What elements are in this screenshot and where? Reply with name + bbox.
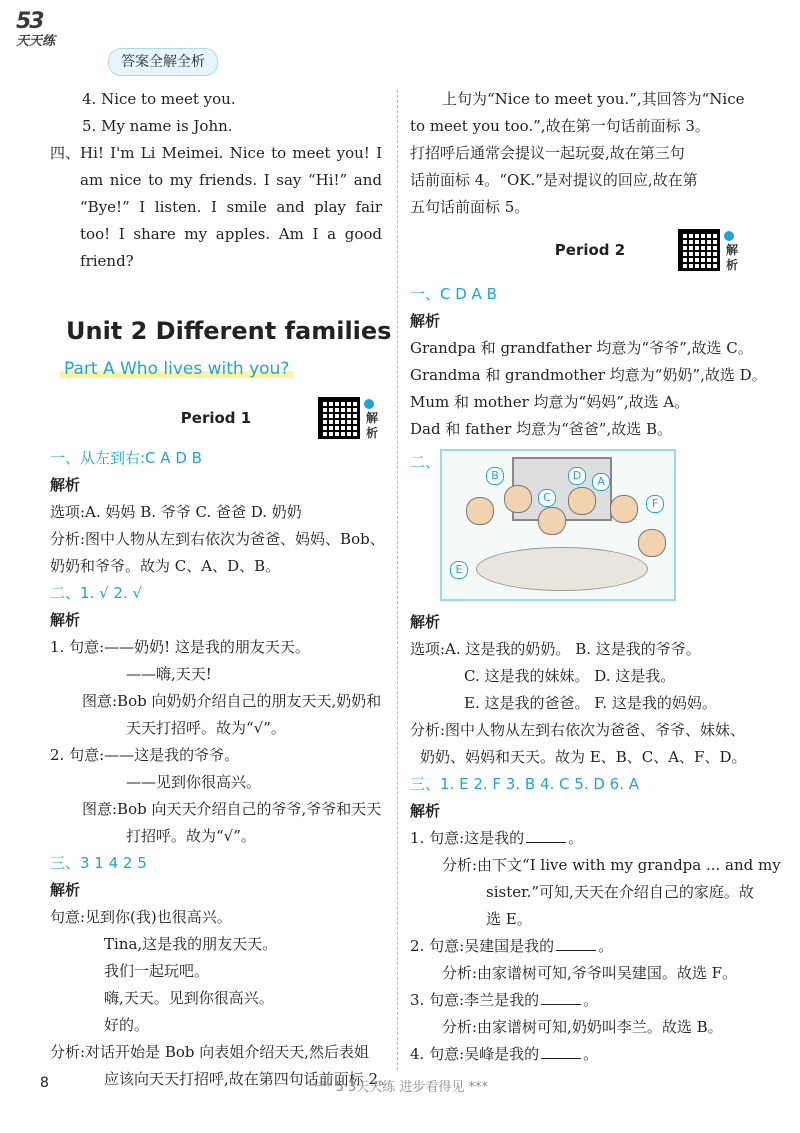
analysis-line: 五句话前面标 5。 [410, 198, 530, 216]
analysis-line: ——嗨,天天! [126, 665, 212, 683]
answer-blank [541, 1044, 581, 1059]
person-figure [568, 487, 596, 515]
analysis-line: to meet you too.”,故在第一句话前面标 3。 [410, 117, 710, 135]
analysis-line: E. 这是我的爸爸。 F. 这是我的妈妈。 [464, 694, 717, 712]
section-2-label: 二、 [410, 453, 441, 471]
answer-blank [556, 936, 596, 951]
question-line [410, 933, 770, 960]
footer-slogan: *** 5·3天天练 进步看得见 *** [311, 1080, 489, 1095]
analysis-line: Dad 和 father 均意为“爸爸”,故选 B。 [410, 420, 673, 438]
analysis-line: 选 E。 [486, 910, 532, 928]
period-title: Period 2 [554, 241, 626, 259]
analysis-line: 1. 句意:——奶奶! 这是我的朋友天天。 [50, 638, 310, 656]
answer-blank [526, 828, 566, 843]
unit-title: Unit 2 Different families [66, 317, 392, 345]
analysis-line: 奶奶、妈妈和天天。故为 E、B、C、A、F、D。 [420, 748, 747, 766]
question-line [410, 825, 770, 852]
analysis-line: 分析:由下文“I live with my grandpa ... and my [442, 856, 781, 874]
section-4-label: 四、 [50, 144, 81, 162]
question-text: 1. 句意:这是我的 [410, 829, 525, 847]
analysis-heading: 解析 [50, 611, 81, 629]
analysis-line: 上句为“Nice to meet you.”,其回答为“Nice [442, 90, 745, 108]
right-column [410, 86, 781, 1068]
analysis-line: Mum 和 mother 均意为“妈妈”,故选 A。 [410, 393, 690, 411]
analysis-line: 分析:对话开始是 Bob 向表姐介绍天天,然后表姐 [50, 1043, 370, 1061]
analysis-line: 话前面标 4。“OK.”是对提议的回应,故在第 [410, 171, 698, 189]
section-4 [50, 140, 382, 275]
section-2 [410, 449, 770, 601]
question-line [410, 1041, 770, 1068]
period-1-heading [50, 395, 382, 441]
analysis-line: ——见到你很高兴。 [126, 773, 262, 791]
analysis-heading: 解析 [410, 613, 441, 631]
analysis-line: 句意:见到你(我)也很高兴。 [50, 908, 232, 926]
section-3-answer: 三、1. E 2. F 3. B 4. C 5. D 6. A [410, 775, 639, 793]
answer-line: 4. Nice to meet you. [82, 90, 236, 108]
logo [16, 9, 66, 52]
qr-code-icon[interactable] [318, 397, 360, 439]
header-label: 答案全解全析 [108, 48, 218, 76]
page-number: 8 [40, 1075, 49, 1091]
section-3-answer: 三、3 1 4 2 5 [50, 854, 147, 872]
logo-main: 53 [16, 9, 43, 34]
analysis-line: 分析:由家谱树可知,奶奶叫李兰。故选 B。 [442, 1018, 723, 1036]
analysis-line: 好的。 [104, 1016, 150, 1034]
section-1-answer: 一、从左到右:C A D B [50, 449, 202, 467]
question-text: 4. 句意:吴峰是我的 [410, 1045, 540, 1063]
analysis-line: 选项:A. 妈妈 B. 爷爷 C. 爸爸 D. 奶奶 [50, 503, 302, 521]
analysis-line: 分析:由家谱树可知,爷爷叫吴建国。故选 F。 [442, 964, 737, 982]
picture-tag: B [486, 467, 504, 485]
answer-blank [541, 990, 581, 1005]
qr-code-icon[interactable] [678, 229, 720, 271]
analysis-line: 图意:Bob 向天天介绍自己的爷爷,爷爷和天天 [82, 800, 382, 818]
picture-tag: D [568, 467, 586, 485]
qr-label: 解析 [725, 243, 738, 272]
logo-sub: 天天练 [16, 34, 56, 49]
play-icon [724, 231, 734, 241]
person-figure [504, 485, 532, 513]
question-end: 。 [583, 1045, 599, 1063]
analysis-line: 图意:Bob 向奶奶介绍自己的朋友天天,奶奶和 [82, 692, 382, 710]
section-2-answer: 二、1. √ 2. √ [50, 584, 143, 602]
analysis-line: 嗨,天天。见到你很高兴。 [104, 989, 274, 1007]
column-divider [397, 90, 398, 1070]
analysis-line: 选项:A. 这是我的奶奶。 B. 这是我的爷爷。 [410, 640, 701, 658]
answer-line: 5. My name is John. [82, 117, 233, 135]
analysis-line: 2. 句意:——这是我的爷爷。 [50, 746, 240, 764]
analysis-heading: 解析 [410, 312, 441, 330]
table-shape [476, 547, 648, 591]
analysis-heading: 解析 [50, 881, 81, 899]
analysis-line: C. 这是我的妹妹。 D. 这是我。 [464, 667, 676, 685]
part-title: Part A Who lives with you? [60, 359, 293, 379]
analysis-heading: 解析 [410, 802, 441, 820]
analysis-line: sister.”可知,天天在介绍自己的家庭。故 [486, 883, 754, 901]
picture-tag: F [646, 495, 664, 513]
question-end: 。 [598, 937, 614, 955]
play-icon [364, 399, 374, 409]
question-end: 。 [583, 991, 599, 1009]
analysis-line: 奶奶和爷爷。故为 C、A、D、B。 [50, 557, 281, 575]
left-column [50, 86, 394, 1093]
analysis-line: 分析:图中人物从左到右依次为爸爸、爷爷、妹妹、 [410, 721, 746, 739]
analysis-line: Tina,这是我的朋友天天。 [104, 935, 278, 953]
analysis-line: 打招呼。故为“√”。 [126, 827, 256, 845]
picture-tag: E [450, 561, 468, 579]
person-figure [610, 495, 638, 523]
qr-label: 解析 [365, 411, 378, 440]
analysis-line: 打招呼后通常会提议一起玩耍,故在第三句 [410, 144, 685, 162]
picture-tag: C [538, 489, 556, 507]
family-picture [440, 449, 676, 601]
analysis-line: Grandpa 和 grandfather 均意为“爷爷”,故选 C。 [410, 339, 753, 357]
analysis-line: 应该向天天打招呼,故在第四句话前面标 2。 [104, 1070, 394, 1088]
analysis-line: 我们一起玩吧。 [104, 962, 210, 980]
period-2-heading [410, 227, 770, 281]
question-end: 。 [568, 829, 584, 847]
picture-tag: A [592, 473, 610, 491]
analysis-line: 分析:图中人物从左到右依次为爸爸、妈妈、Bob、 [50, 530, 385, 548]
question-line [410, 987, 770, 1014]
person-figure [538, 507, 566, 535]
person-figure [638, 529, 666, 557]
person-figure [466, 497, 494, 525]
question-text: 3. 句意:李兰是我的 [410, 991, 540, 1009]
analysis-heading: 解析 [50, 476, 81, 494]
period-title: Period 1 [180, 409, 252, 427]
section-1-answer: 一、C D A B [410, 285, 497, 303]
analysis-line: 天天打招呼。故为“√”。 [126, 719, 286, 737]
question-text: 2. 句意:吴建国是我的 [410, 937, 555, 955]
section-4-text: Hi! I'm Li Meimei. Nice to meet you! I am nice to my friends. I say “Hi!” and “Bye!” I listen. I smile and play fair too! I share my apples. Am I a good friend? [80, 144, 382, 270]
analysis-line: Grandma 和 grandmother 均意为“奶奶”,故选 D。 [410, 366, 767, 384]
